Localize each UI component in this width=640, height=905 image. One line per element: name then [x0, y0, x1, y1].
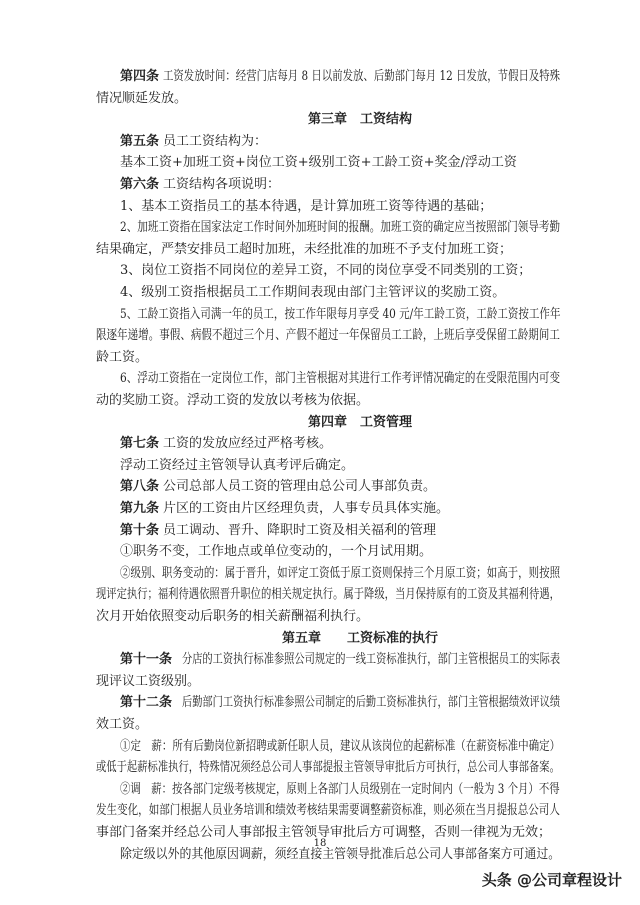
text-line	[0, 368, 640, 390]
article-line	[0, 520, 640, 542]
text-line	[0, 217, 640, 239]
line-text: 现评议工资级别。	[96, 673, 201, 689]
article-line	[0, 692, 640, 714]
article-label: 第九条	[120, 501, 160, 516]
article-line	[0, 131, 640, 153]
text-line	[0, 563, 640, 585]
line-text: 发生变化，如部门根据人员业务培训和绩效考核结果需要调整薪资标准，则必须在当月提报总公司人	[96, 803, 560, 819]
chapter-heading	[0, 109, 640, 131]
line-text: 1、基本工资指员工的基本待遇，是计算加班工资等待遇的基础；	[120, 198, 493, 214]
chapter-heading-text: 第三章 工资结构	[307, 112, 412, 128]
article-line	[0, 433, 640, 455]
article-line	[0, 66, 640, 88]
article-line	[0, 174, 640, 196]
article-label: 第十一条	[120, 652, 173, 668]
text-line	[0, 282, 640, 304]
line-text: 6、浮动工资指在一定岗位工作，部门主管根据对其进行工作考评情况确定的在受限范围内可变	[120, 371, 561, 387]
line-text: 除定级以外的其他原因调薪，须经直接主管领导批准后总公司人事部备案方可通过。	[120, 846, 561, 862]
text-line	[0, 88, 640, 110]
text-line	[0, 455, 640, 477]
text-line	[0, 584, 640, 606]
article-line	[0, 649, 640, 671]
line-text: 员工工资结构为：	[163, 133, 268, 149]
line-text: 事部门备案并经总公司人事部报主管领导审批后方可调整，否则一律视为无效；	[96, 825, 552, 840]
line-text: 浮动工资经过主管领导认真考评后确定。	[120, 457, 355, 473]
text-line	[0, 671, 640, 693]
line-text: 4、级别工资指根据员工工作期间表现由部门主管评议的奖励工资。	[120, 285, 506, 300]
line-text: 或低于起薪标准执行，特殊情况须经总公司人事部提报主管领导审批后方可执行，总公司人事部备案。	[96, 760, 560, 776]
line-text: ②调 薪：按各部门定级考核规定，原则上各部门人员级别在一定时间内（一般为 3 个月）不得	[120, 781, 560, 797]
line-text: 动的奖励工资。浮动工资的发放以考核为依据。	[96, 393, 370, 408]
text-line	[0, 347, 640, 369]
text-line	[0, 390, 640, 412]
article-label: 第五条	[120, 133, 160, 149]
text-line	[0, 606, 640, 628]
line-text: 效工资。	[96, 717, 149, 732]
line-text: ①职务不变，工作地点或单位变动的，一个月试用期。	[120, 544, 433, 560]
watermark: 头条 @公司章程设计	[481, 871, 622, 889]
line-text: 限逐年递增。事假、病假不超过三个月、产假不超过一年保留员工工龄，上班后享受保留工龄期间工	[96, 328, 560, 344]
line-text: 后勤部门工资执行标准参照公司制定的后勤工资标准执行，部门主管根据绩效评议绩	[182, 695, 561, 711]
article-label: 第八条	[120, 479, 160, 495]
article-label: 第四条	[120, 69, 160, 84]
text-line	[0, 196, 640, 218]
chapter-heading	[0, 628, 640, 650]
text-line	[0, 239, 640, 261]
line-text: 工资发放时间：经营门店每月 8 日以前发放、后勤部门每月 12 日发放，节假日及特殊	[163, 69, 561, 84]
article-label: 第十条	[120, 522, 160, 538]
line-text: 情况顺延发放。	[96, 90, 188, 106]
text-line	[0, 757, 640, 779]
line-text: 分店的工资执行标准参照公司规定的一线工资标准执行，部门主管根据员工的实际表	[182, 652, 561, 668]
chapter-heading-text: 第五章 工资标准的执行	[281, 630, 438, 646]
line-text: 结果确定，严禁安排员工超时加班，未经批准的加班不予支付加班工资；	[96, 241, 513, 257]
article-line	[0, 476, 640, 498]
article-line	[0, 498, 640, 520]
line-text: 工资的发放应经过严格考核。	[163, 436, 333, 452]
line-text: 基本工资+加班工资+岗位工资+级别工资+工龄工资+奖金/浮动工资	[120, 155, 517, 171]
text-line	[0, 736, 640, 758]
line-text: 次月开始依照变动后职务的相关薪酬福利执行。	[96, 609, 370, 624]
text-line	[0, 260, 640, 282]
line-text: 5、工龄工资指入司满一年的员工，按工作年限每月享受 40 元/年工龄工资，工龄工资按工作年	[120, 306, 561, 322]
text-line	[0, 800, 640, 822]
line-text: ①定 薪：所有后勤岗位新招聘或新任职人员，建议从该岗位的起薪标准（在薪资标准中确定）	[120, 738, 561, 754]
page-number: 18	[313, 838, 327, 849]
text-line	[0, 714, 640, 736]
text-line	[0, 779, 640, 801]
article-label: 第十二条	[120, 695, 173, 711]
chapter-heading	[0, 412, 640, 434]
text-line	[0, 304, 640, 326]
line-text: 工资结构各项说明：	[163, 177, 281, 192]
line-text: 3、岗位工资指不同岗位的差异工资，不同的岗位享受不同类别的工资；	[120, 263, 532, 279]
chapter-heading-text: 第四章 工资管理	[307, 414, 412, 430]
text-line	[0, 152, 640, 174]
line-text: ②级别、职务变动的：属于晋升，如评定工资低于原工资则保持三个月原工资；如高于，则按照	[120, 565, 561, 581]
text-line	[0, 325, 640, 347]
text-line	[0, 541, 640, 563]
line-text: 员工调动、晋升、降职时工资及相关福利的管理	[163, 522, 437, 538]
article-label: 第六条	[120, 177, 160, 192]
line-text: 2、加班工资指在国家法定工作时间外加班时间的报酬。加班工资的确定应当按照部门领导考勤	[120, 220, 561, 236]
line-text: 公司总部人员工资的管理由总公司人事部负责。	[163, 479, 437, 495]
article-label: 第七条	[120, 436, 160, 452]
line-text: 现评定执行；福利待遇依照晋升职位的相关规定执行。属于降级，当月保持原有的工资及其福利待遇，	[96, 587, 560, 603]
line-text: 片区的工资由片区经理负责，人事专员具体实施。	[163, 501, 450, 516]
line-text: 龄工资。	[96, 349, 149, 365]
